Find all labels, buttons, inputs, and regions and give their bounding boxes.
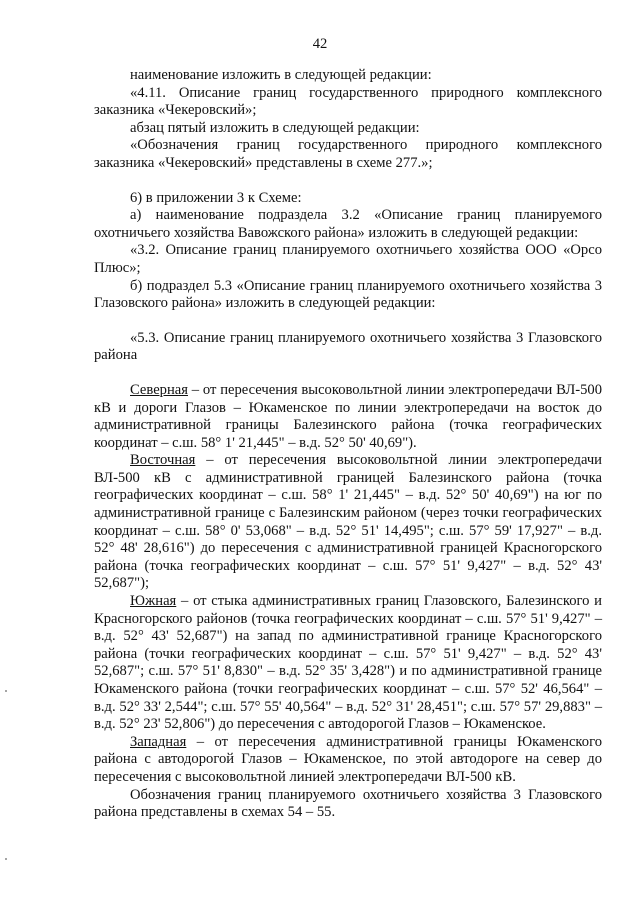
scan-speck <box>5 858 7 860</box>
paragraph-3: абзац пятый изложить в следующей редакции: <box>130 119 420 136</box>
boundary-east-label: Восточная <box>130 452 196 469</box>
boundary-east-text: – от пересечения высоковольтной линии электропередачи ВЛ-500 кВ с административной границей Балезинского района (точка географических координат – с.ш. 58° 1' 21,445" – в.д. 52° 50' 40,69") на юг по административной границе с Балезинским районом (через точки географических координат – с.ш. 58° 0' 53,068" – в.д. 52° 51' 14,495"; с.ш. 57° 59' 17,927" – в.д. 52° 48' 28,616") до пересечения с административной границей Красногорского района (точка географических координат – с.ш. 57° 51' 9,427" – в.д. 52° 43' 52,687"); <box>94 452 602 592</box>
boundary-north-label: Северная <box>130 381 188 398</box>
boundary-south-label: Южная <box>130 593 177 610</box>
boundary-north <box>94 382 602 452</box>
boundary-south-text: – от стыка административных границ Глазовского, Балезинского и Красногорского районов (точка географических координат – с.ш. 57° 51' 9,427" – в.д. 52° 43' 52,687") на запад по административной границе Красногорского района (точки географических координат – с.ш. 57° 51' 9,427" – в.д. 52° 43' 52,687"; с.ш. 57° 51' 8,830" – в.д. 52° 35' 3,428") и по административной границе Юкаменского района (точки географических координат – с.ш. 57° 52' 46,564" – в.д. 52° 33' 2,544"; с.ш. 57° 55' 40,564" – в.д. 52° 31' 28,451"; с.ш. 57° 57' 29,883" – в.д. 52° 23' 52,806") до пересечения с автодорогой Глазов – Юкаменское. <box>94 593 602 733</box>
paragraph-9: «5.3. Описание границ планируемого охотничьего хозяйства 3 Глазовского района <box>94 329 602 364</box>
spacer <box>94 173 602 190</box>
boundary-south <box>94 593 602 734</box>
spacer <box>94 313 602 330</box>
boundary-west-label: Западная <box>130 733 187 750</box>
paragraph-1: наименование изложить в следующей редакции: <box>130 67 432 83</box>
paragraph-6: а) наименование подраздела 3.2 «Описание границ планируемого охотничьего хозяйства Вавожского района» изложить в следующей редакции: <box>94 207 602 241</box>
document-body <box>94 67 602 822</box>
paragraph-5: 6) в приложении 3 к Схеме: <box>130 189 302 206</box>
boundary-west-text: – от пересечения административной границы Юкаменского района с автодорогой Глазов – Юкаменское, по этой автодороге на север до пересечения с высоковольтной линией электропередачи ВЛ-500 кВ. <box>94 733 602 785</box>
paragraph-8: б) подраздел 5.3 «Описание границ планируемого охотничьего хозяйства 3 Глазовского района» изложить в следующей редакции: <box>94 277 602 312</box>
paragraph-final: Обозначения границ планируемого охотничьего хозяйства 3 Глазовского района представлены в схемах 54 – 55. <box>94 786 602 821</box>
page-number: 42 <box>312 36 328 52</box>
boundary-east <box>94 452 602 593</box>
paragraph-7: «3.2. Описание границ планируемого охотничьего хозяйства ООО «Орсо Плюс»; <box>94 242 602 276</box>
paragraph-4: «Обозначения границ государственного природного комплексного заказника «Чекеровский» представлены в схеме 277.»; <box>94 137 602 171</box>
boundary-west <box>94 734 602 787</box>
boundary-north-text: – от пересечения высоковольтной линии электропередачи ВЛ-500 кВ и дороги Глазов – Юкаменское по линии электропередачи на восток до административной границы Балезинского района (точка географических координат – с.ш. 58° 1' 21,445" – в.д. 52° 50' 40,69"). <box>94 381 602 451</box>
spacer <box>94 365 602 382</box>
scan-speck <box>5 690 7 692</box>
paragraph-2: «4.11. Описание границ государственного природного комплексного заказника «Чекеровский»; <box>94 84 602 119</box>
